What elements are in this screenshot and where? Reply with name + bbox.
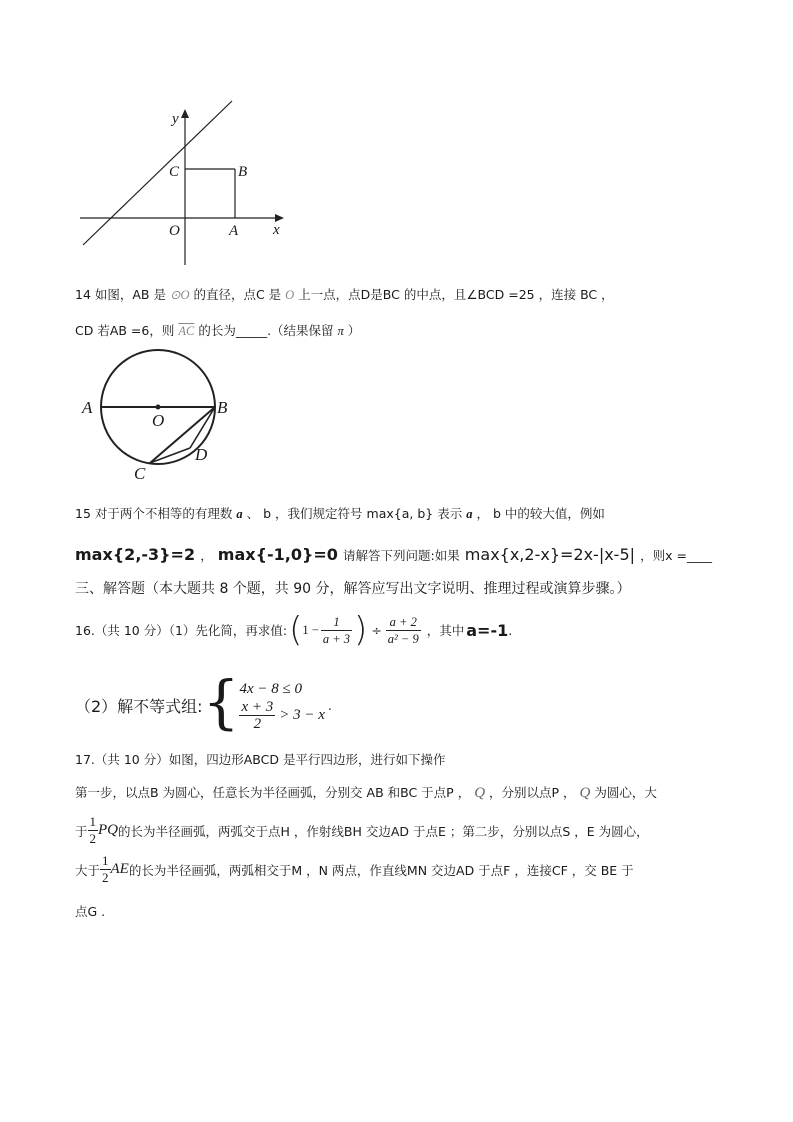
q16-ineq2-rest: > 3 − x: [279, 706, 325, 723]
q15-sep: 、: [246, 506, 260, 521]
q15-line1-prefix: 15 对于两个不相等的有理数: [75, 506, 233, 521]
q17-line3-end: 的长为半径画弧，两弧交于点H ，作射线BH 交边AD 于点E ；第二步，分别以点S ，E 为圆心，: [118, 823, 649, 839]
q16-ineq2-den: 2: [253, 715, 262, 732]
label-a: A: [82, 398, 93, 417]
circle-figure: [78, 345, 248, 485]
q15-max-def: max{a, b}: [366, 506, 434, 521]
q17-half-2: [100, 853, 111, 886]
q16-f1-num: 1: [321, 614, 352, 631]
q14-pi: π: [337, 324, 344, 338]
q14-line1-mid1: 的直径，点C 是: [193, 287, 282, 302]
label-o: O: [152, 411, 165, 430]
x-axis-arrow: [275, 214, 284, 222]
q16-ineq2-num: x + 3: [241, 698, 274, 715]
q15-line1-end: 中的较大值，例如: [504, 506, 605, 521]
q14-line2-end: ）: [347, 323, 361, 338]
q17-line1: 17.（共 10 分）如图，四边形ABCD 是平行四边形，进行如下操作: [75, 752, 446, 767]
label-b: B: [238, 164, 248, 180]
q17-line2-end: 为圆心，大: [594, 785, 657, 800]
q15-example2: max{-1,0}=0: [217, 545, 338, 564]
q17-line4-prefix: 大于: [75, 862, 101, 878]
q15-b: b: [263, 506, 272, 521]
q17-line3: [75, 814, 649, 847]
label-y: y: [172, 111, 179, 127]
q16-f1-den: a + 3: [322, 631, 351, 646]
q17-half-2-den: 2: [102, 870, 109, 885]
q16-ineq1: 4x − 8 ≤ 0: [239, 680, 302, 697]
q16-part2-prefix: （2）解不等式组:: [75, 696, 203, 716]
q16-expr-one: 1 −: [302, 622, 319, 637]
q17-q2: Q: [579, 785, 591, 801]
q16-div: ÷: [371, 622, 382, 638]
q17-q1: Q: [474, 785, 486, 801]
y-axis-arrow: [181, 109, 189, 118]
q17-line3-prefix: 于: [75, 823, 88, 839]
q14-line1-prefix: 14 如图，AB 是: [75, 287, 166, 302]
q17-half-1: [88, 814, 99, 847]
q16-ineq2-fraction: [239, 699, 275, 732]
q15-line2-end: ，则x =____: [640, 548, 712, 563]
q17-half-1-den: 2: [89, 831, 97, 846]
section3-heading: 三、解答题（本大题共 8 个题，共 90 分，解答应写出文字说明、推理过程或演算步骤。）: [75, 581, 631, 597]
q15-example1: max{2,-3}=2: [75, 545, 196, 564]
diagonal-line: [83, 101, 232, 245]
q16-part1-end: .: [508, 622, 513, 638]
q14-line2-suffix: 的长为_____.（结果保留: [198, 323, 334, 338]
q16-fraction2: [386, 614, 421, 647]
q16-system: [239, 679, 324, 732]
coordinate-figure: [70, 95, 295, 270]
q17-line2-mid: ，分别以点P ，: [489, 785, 576, 800]
q15-line2-mid: 请解答下列问题:如果: [342, 548, 460, 563]
label-a: A: [229, 223, 239, 239]
q14-arc-ac: $\overline{AC}$: [178, 324, 195, 338]
q15-condition: max{x,2-x}=2x-|x-5|: [464, 545, 636, 564]
q15-a2: a: [466, 507, 473, 521]
q15-line2: [75, 545, 712, 564]
q16-ineq2: [239, 699, 324, 732]
q17-half-2-num: 1: [102, 853, 109, 868]
right-paren: ): [354, 610, 368, 650]
brace-icon: {: [202, 668, 240, 736]
q17-seg-ae: AE: [110, 861, 129, 877]
q17-line5: 点G .: [75, 904, 106, 919]
q14-circle-o2: O: [285, 288, 295, 302]
q15-a: a: [236, 507, 243, 521]
q14-line2: [75, 321, 360, 339]
center-point: [156, 405, 161, 410]
left-paren: (: [289, 610, 303, 650]
q15-line1: [75, 504, 605, 522]
q16-part1-prefix: 16.（共 10 分）（1）先化简，再求值:: [75, 623, 288, 638]
q17-line4-end: 的长为半径画弧，两弧相交于M ，N 两点，作直线MN 交边AD 于点F ，连接CF ，交 BE 于: [128, 862, 634, 878]
q14-line2-prefix: CD 若AB =6，则: [75, 323, 175, 338]
q16-part1: [75, 608, 512, 652]
q16-f2-den: a² − 9: [387, 631, 419, 646]
q15-comma: ，: [476, 506, 489, 521]
q16-value: a=-1: [466, 620, 509, 640]
q17-line4: [75, 853, 634, 886]
q17-half-1-num: 1: [89, 814, 97, 829]
q17-line2-prefix: 第一步，以点B 为圆心，任意长为半径画弧，分别交 AB 和BC 于点P ，: [75, 785, 471, 800]
label-c: C: [169, 164, 180, 180]
q15-line1-mid2: 表示: [437, 506, 463, 521]
label-d: D: [195, 445, 208, 464]
label-o: O: [169, 223, 180, 239]
label-c: C: [134, 464, 146, 483]
q15-line1-mid: ，我们规定符号: [275, 506, 363, 521]
chord-cd: [150, 448, 190, 463]
q14-circle-o1: ⊙O: [169, 288, 190, 302]
q17-seg-pq: PQ: [98, 822, 119, 838]
q16-part1-suffix: ，其中: [426, 623, 465, 638]
q14-line1-mid2: 上一点，点D是BC 的中点，且∠BCD =25 ，连接 BC ，: [298, 287, 614, 302]
q15-line2-sep: ，: [200, 548, 213, 563]
q16-part2-end: .: [327, 697, 332, 713]
label-b: B: [217, 398, 228, 417]
q16-part2: [75, 670, 332, 740]
label-x: x: [273, 222, 280, 238]
q15-b2: b: [492, 506, 501, 521]
q16-f2-num: a + 2: [386, 614, 421, 631]
q17-line2: [75, 783, 657, 802]
q16-fraction1: [321, 614, 352, 647]
q14-line1: [75, 285, 614, 303]
